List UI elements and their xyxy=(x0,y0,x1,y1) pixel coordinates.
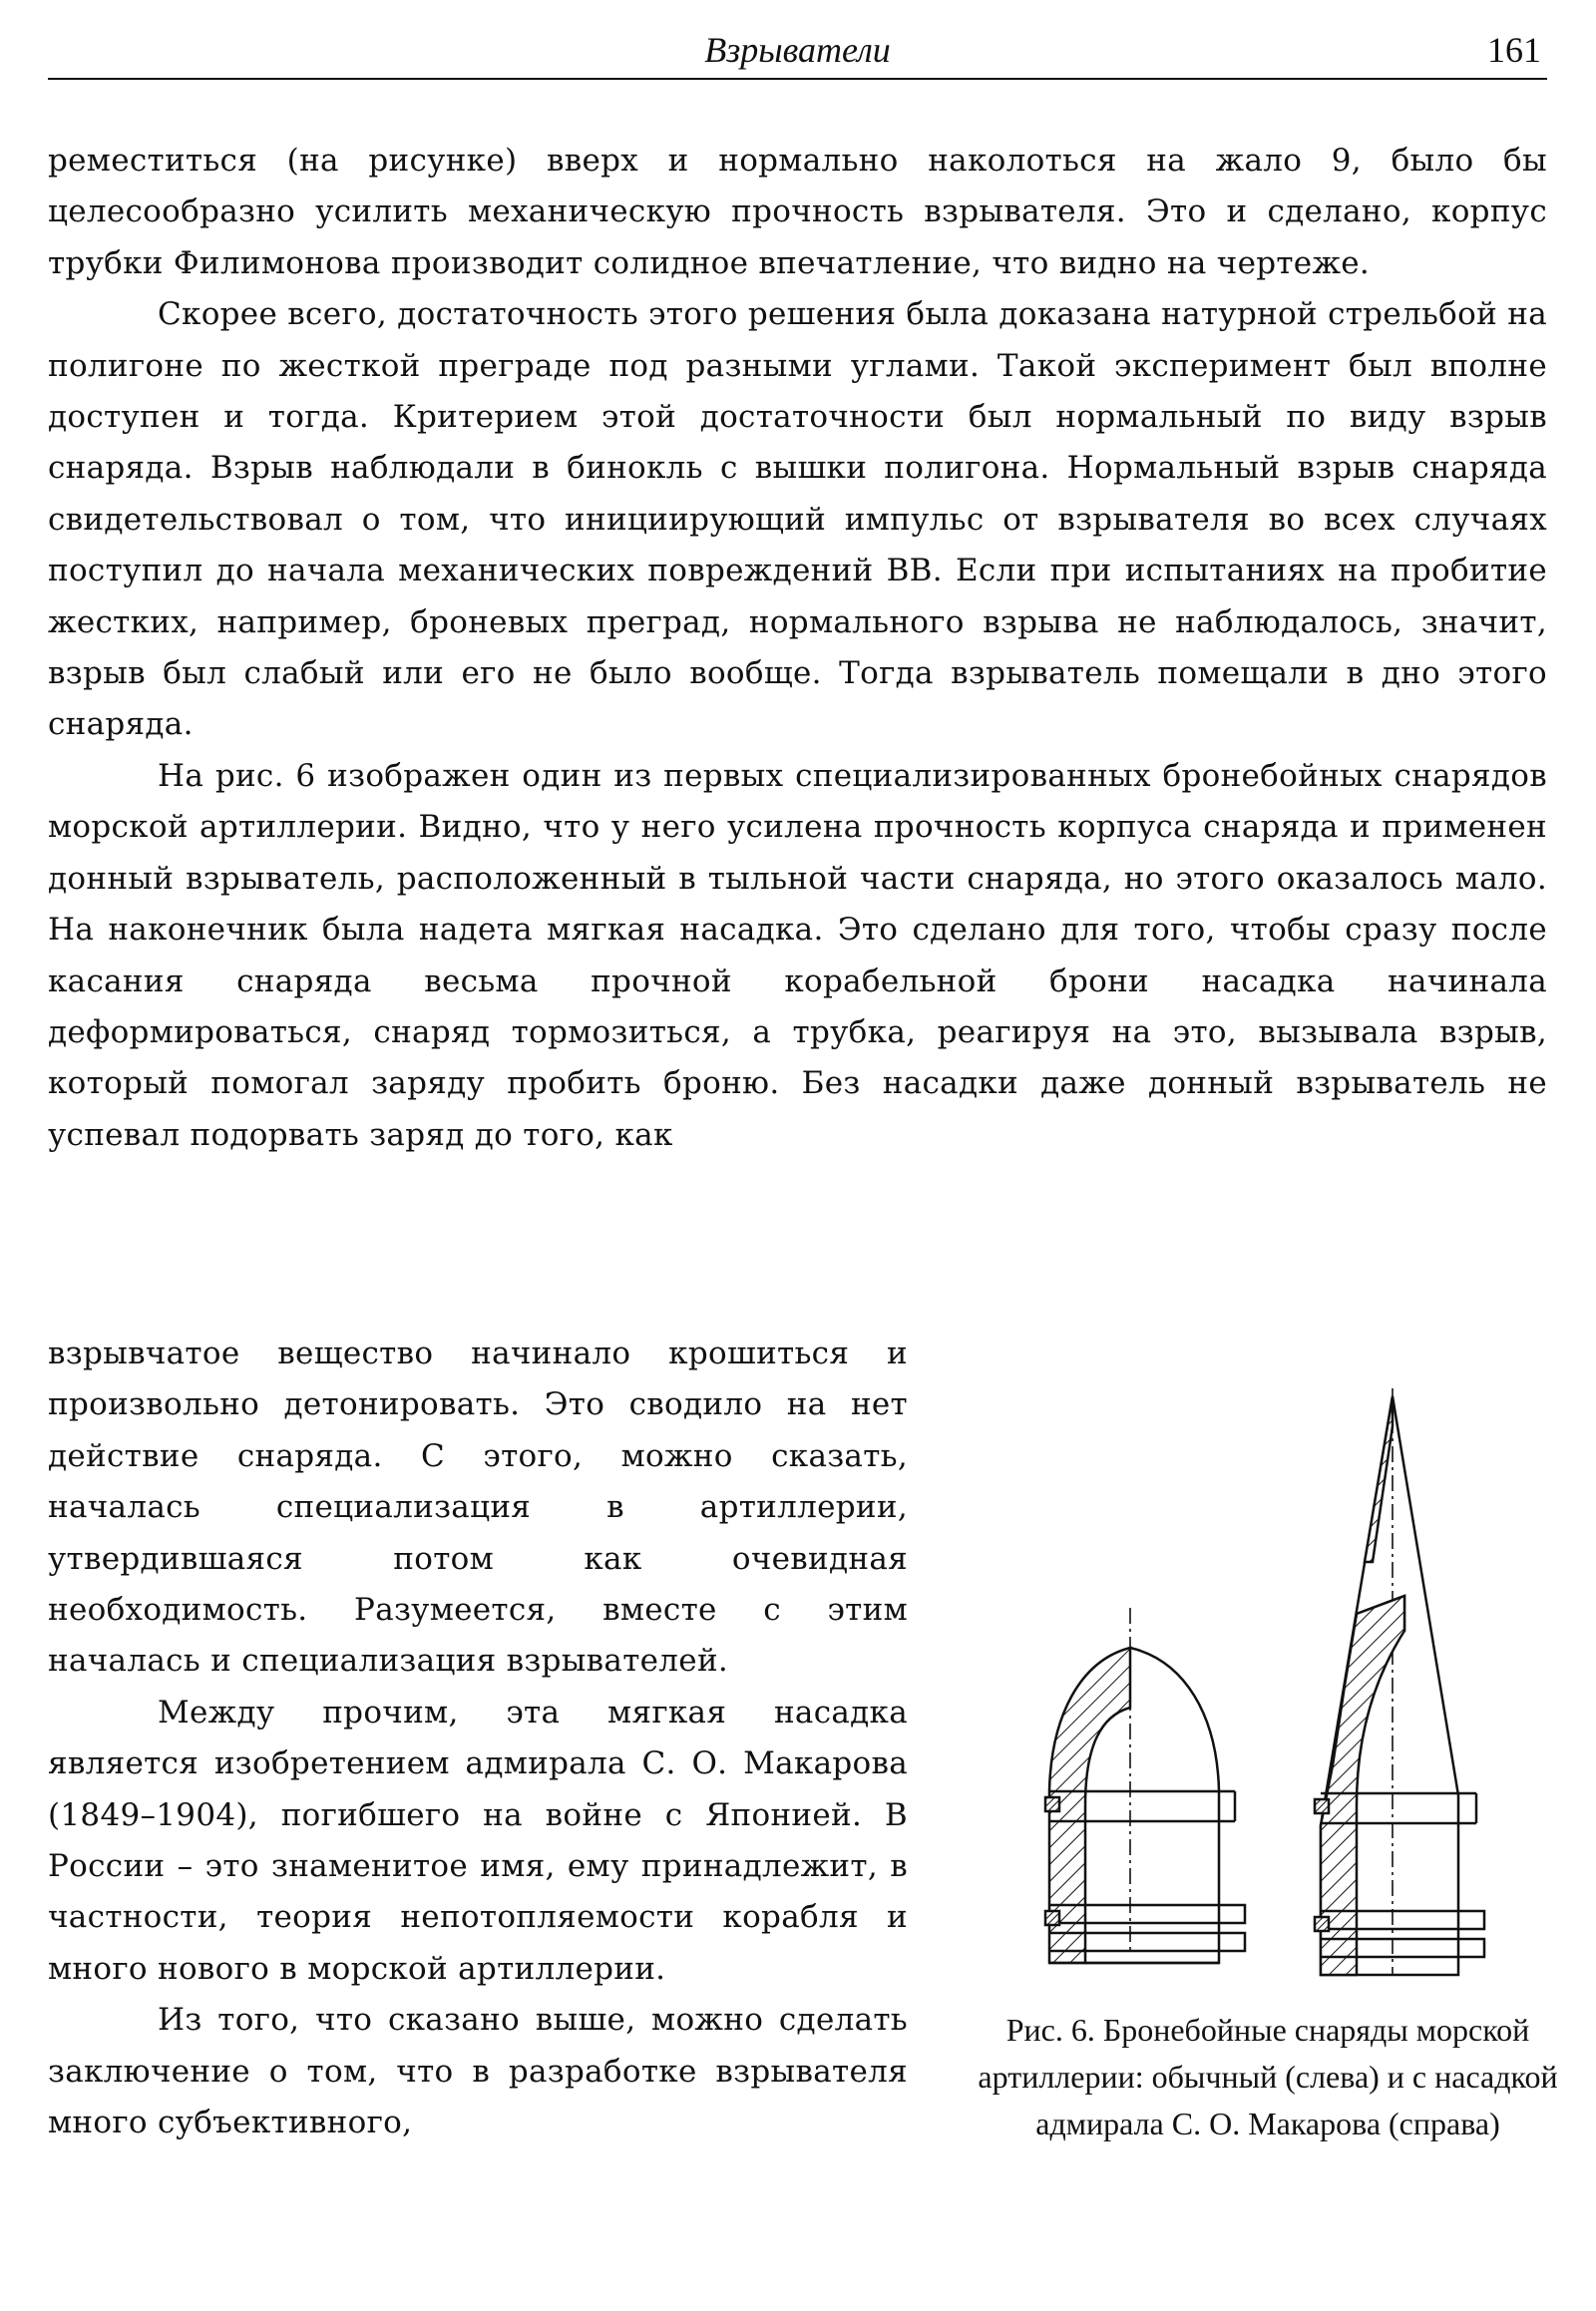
paragraph-2: Скорее всего, достаточность этого решения была доказана натурной стрельбой на полигоне по жесткой преграде под разными углами. Такой эксперимент был вполне доступен и тогда. Критерием этой достаточности был нормальный по виду взрыв снаряда. Взрыв наблюдали в бинокль с вышки полигона. Нормальный взрыв снаряда свидетельствовал о том, что инициирующий импульс от взрывателя во всех случаях поступил до начала механических повреждений ВВ. Если при испытаниях на пробитие жестких, например, броневых преград, нормального взрыва не наблюдалось, значит, взрыв был слабый или его не было вообще. Тогда взрыватель помещали в дно этого снаряда. xyxy=(48,296,1547,743)
running-title: Взрыватели xyxy=(704,30,891,70)
figure-caption: Рис. 6. Бронебойные снаряды морской артиллерии: обычный (слева) и с насадкой адмирала С. О. Макарова (справа) xyxy=(978,2012,1558,2141)
right-shell xyxy=(1315,1388,1484,1975)
left-shell xyxy=(1045,1608,1245,1963)
text-beside-figure xyxy=(48,1329,908,2149)
paragraph-4: Между прочим, эта мягкая насадка является изобретением адмирала С. О. Макарова (1849–1904), погибшего на войне с Японией. В России – это знаменитое имя, ему принадлежит, в частности, теория непотопляемости корабля и много нового в морской артиллерии. xyxy=(48,1694,908,1987)
paragraph-1: реместиться (на рисунке) вверх и нормально наколоться на жало 9, было бы целесообразно усилить механическую прочность взрывателя. Это и сделано, корпус трубки Филимонова производит солидное впечатление, что видно на чертеже. xyxy=(48,143,1547,281)
page-header xyxy=(48,22,1547,80)
paragraph-5: Из того, что сказано выше, можно сделать заключение о том, что в разработке взрывателя много субъективного, xyxy=(48,2002,908,2141)
shells-drawing xyxy=(986,1386,1544,1995)
main-text xyxy=(48,136,1547,1161)
paragraph-3: На рис. 6 изображен один из первых специализированных бронебойных снарядов морской артиллерии. Видно, что у него усилена прочность корпуса снаряда и применен донный взрыватель, расположенный в тыльной части снаряда, но этого оказалось мало. На наконечник была надета мягкая насадка. Это сделано для того, чтобы сразу после касания снаряда весьма прочной корабельной брони насадка начинала деформироваться, снаряд тормозиться, а трубка, реагируя на это, вызывала взрыв, который помогал заряду пробить броню. Без насадки даже донный взрыватель не успевал подорвать заряд до того, как xyxy=(48,757,1547,1153)
figure-6 xyxy=(986,1386,1544,1995)
paragraph-3-continued: взрывчатое вещество начинало крошиться и произвольно детонировать. Это сводило на нет действие снаряда. С этого, можно сказать, началась специализация в артиллерии, утвердившаяся потом как очевидная необходимость. Разумеется, вместе с этим началась и специализация взрывателей. xyxy=(48,1336,908,1680)
page-number: 161 xyxy=(1487,30,1541,70)
